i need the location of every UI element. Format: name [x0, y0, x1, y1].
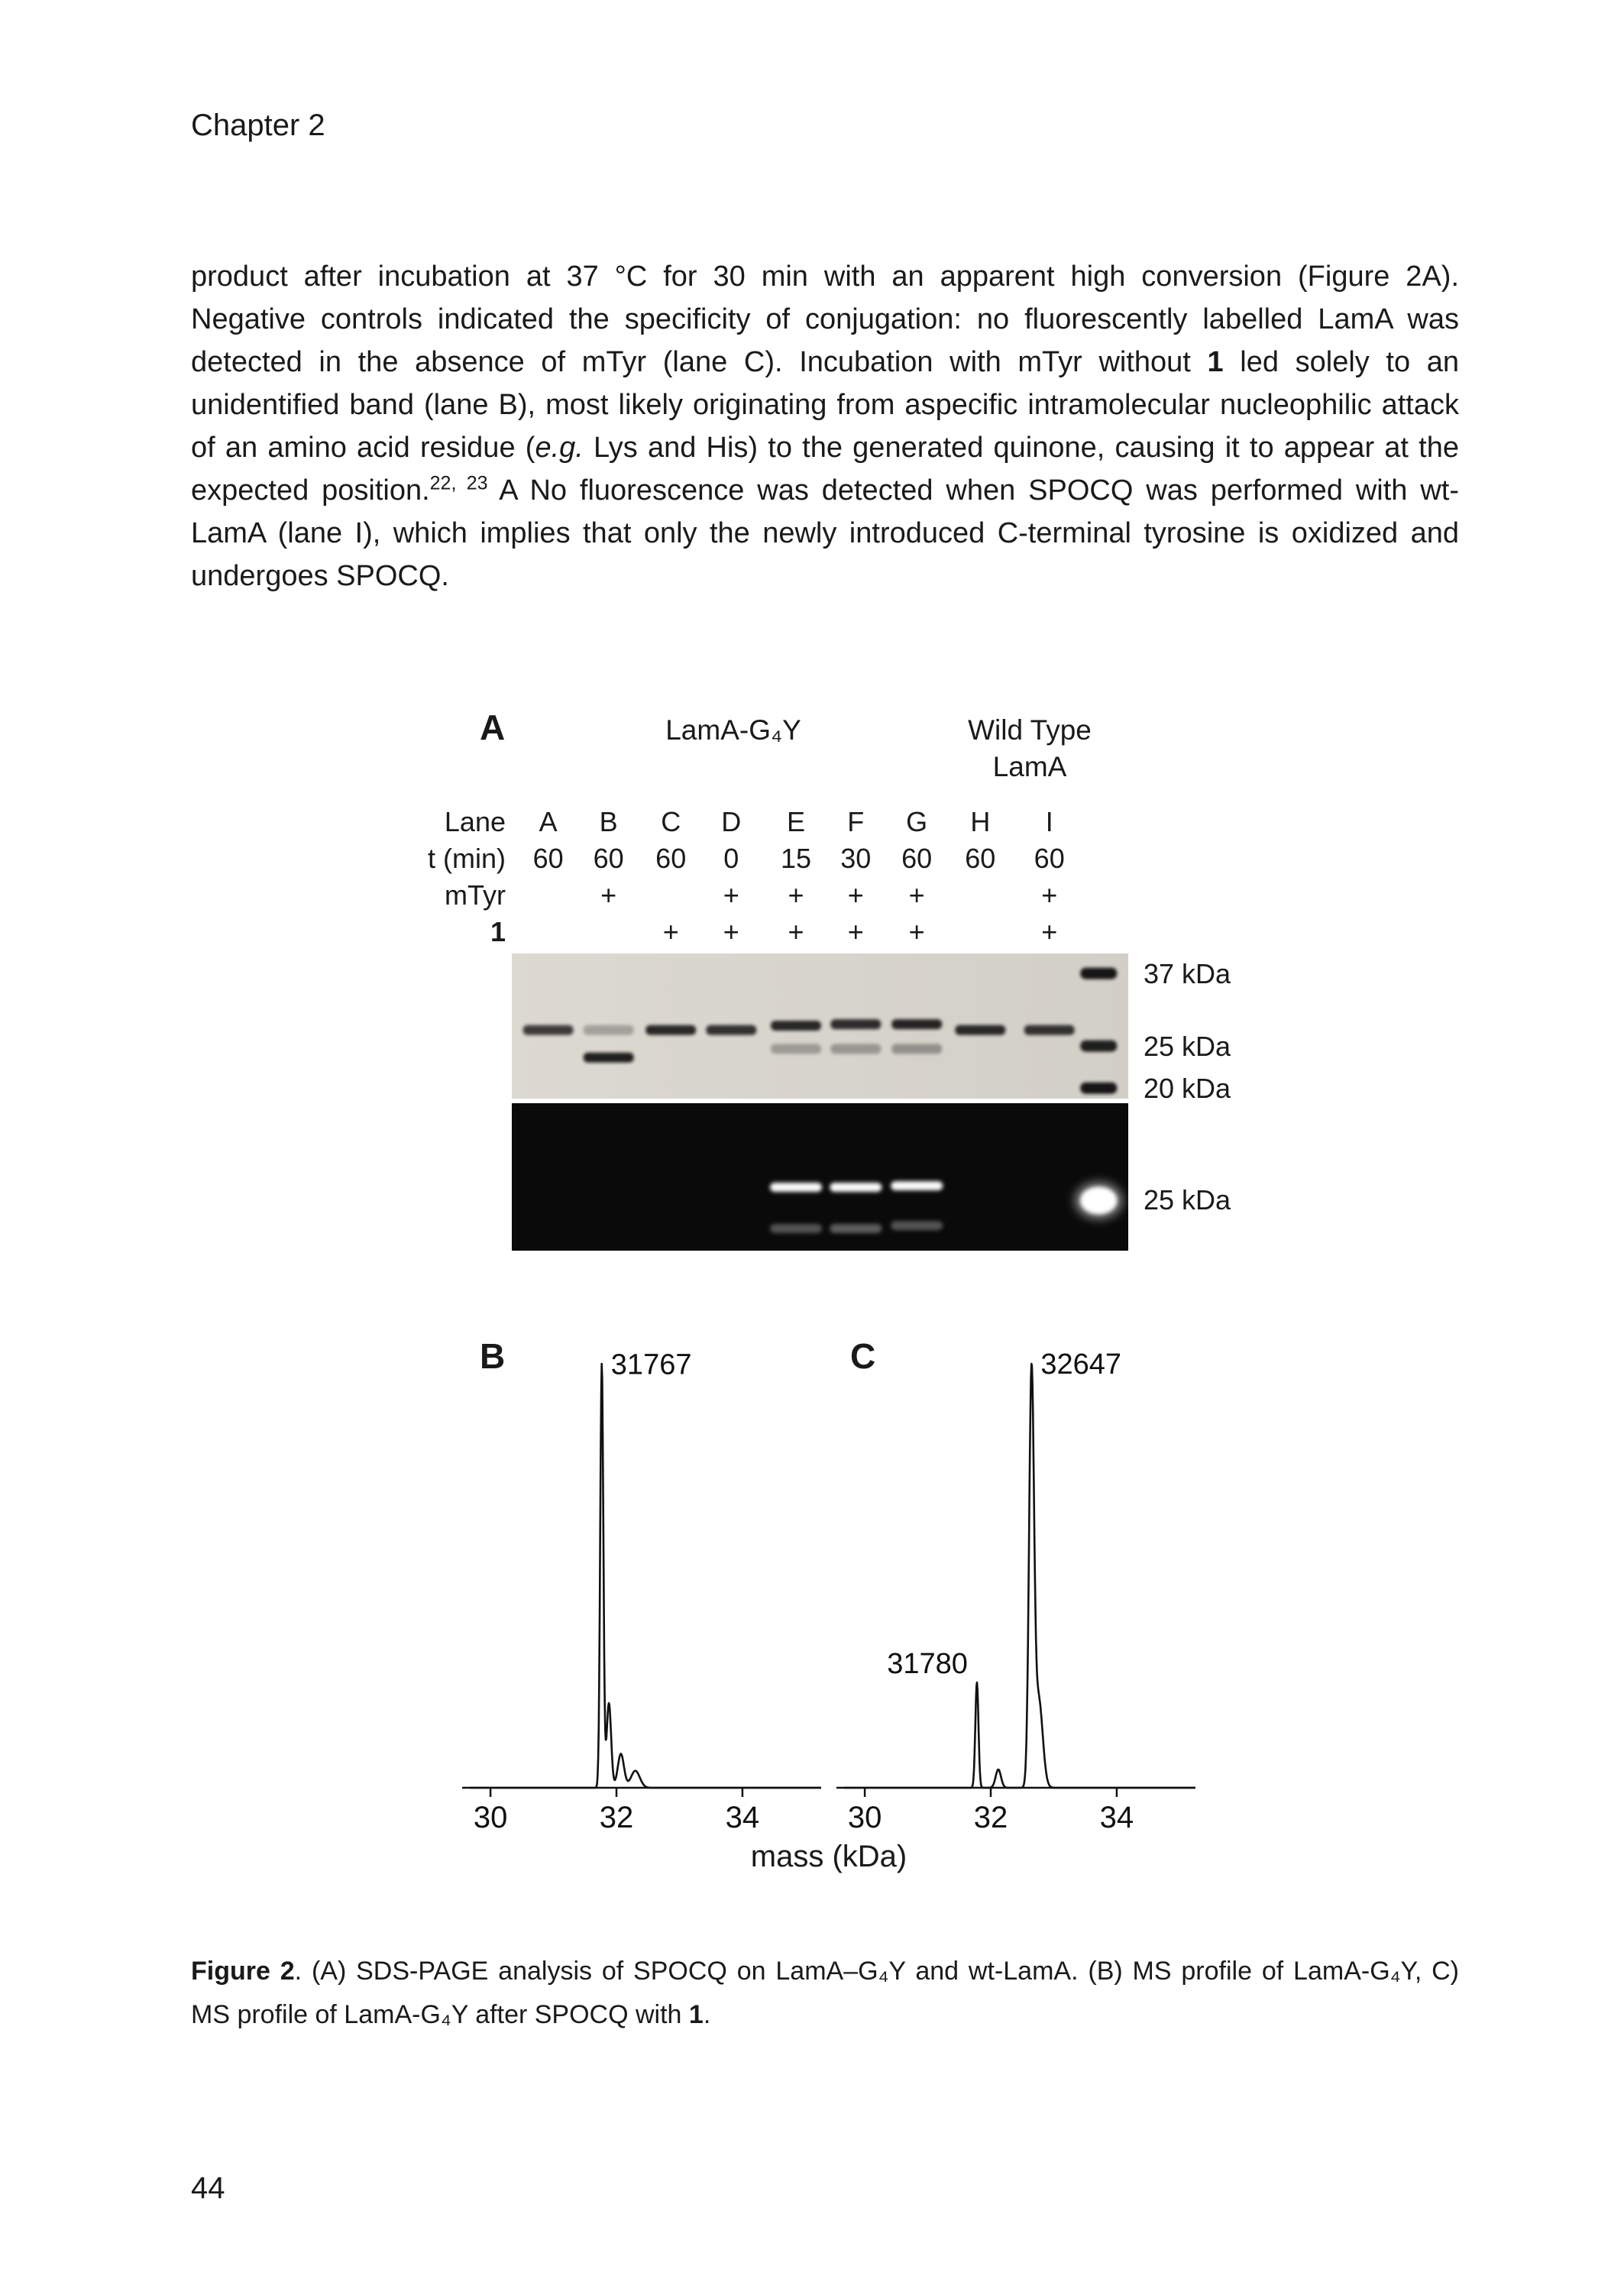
lane-cell: H	[970, 806, 991, 837]
text-segment: led solely to an unidentified band (lane B), most likely originating from aspecific intramolecular nucleophilic attack of an amino acid residue (	[191, 346, 1459, 464]
x-tick-label: 34	[1099, 1801, 1134, 1834]
gel-band	[955, 1025, 1005, 1035]
lane-cell: F	[847, 806, 865, 837]
lane-cell: E	[787, 806, 806, 837]
panel-a-label: A	[480, 707, 506, 747]
gel-band	[1024, 1025, 1075, 1035]
marker-label: 25 kDa	[1144, 1184, 1231, 1216]
marker-band	[1080, 968, 1117, 979]
body-paragraph	[191, 255, 1459, 597]
panel-b-label: B	[480, 1336, 506, 1376]
lane-cell: +	[723, 916, 739, 947]
gel-band	[830, 1044, 881, 1054]
mass-axis-label: mass (kDa)	[750, 1840, 907, 1873]
marker-blob	[1080, 1186, 1117, 1214]
chapter-header: Chapter 2	[191, 108, 325, 142]
lane-cell: +	[723, 879, 739, 911]
lane-cell: +	[1041, 879, 1058, 911]
figure-caption	[191, 1950, 1459, 2037]
text-segment: 1	[1207, 346, 1224, 378]
gel-group-header-wildtype	[946, 712, 1114, 785]
lane-cell: +	[847, 916, 864, 947]
lane-cell: 60	[532, 843, 564, 874]
marker-label: 20 kDa	[1144, 1073, 1231, 1104]
fluorescent-band	[770, 1183, 822, 1192]
gel-band	[645, 1025, 696, 1035]
gel-band	[891, 1044, 942, 1054]
text-segment: Figure 2	[191, 1957, 295, 1986]
text-segment: .	[703, 2000, 711, 2029]
lane-cell: +	[662, 916, 679, 947]
lane-cell: C	[661, 806, 681, 837]
text-segment: e.g.	[535, 432, 584, 464]
lane-cell: 0	[723, 843, 739, 874]
lane-cell: +	[788, 916, 804, 947]
lane-cell: 60	[901, 843, 933, 874]
spectrum-line	[462, 1364, 821, 1788]
lane-cell: I	[1045, 806, 1053, 837]
x-tick-label: 30	[473, 1801, 508, 1834]
lane-table-row-header: Lane	[444, 806, 506, 837]
gel-band	[771, 1044, 821, 1054]
gel-band	[830, 1019, 881, 1029]
gel-coomassie	[512, 953, 1128, 1099]
text-segment: 22, 23	[429, 472, 488, 494]
lane-cell: +	[908, 916, 925, 947]
lane-cell: 15	[780, 843, 812, 874]
lane-cell: +	[908, 879, 925, 911]
lane-table-row-header: t (min)	[428, 843, 506, 874]
text-segment: . (A) SDS-PAGE analysis of SPOCQ on LamA–G₄Y and wt-LamA. (B) MS profile of LamA-G₄Y, C) MS profile of LamA-G₄Y after SPOCQ with	[191, 1957, 1459, 2029]
gel-band	[584, 1053, 634, 1063]
lane-cell: D	[721, 806, 742, 837]
x-tick-label: 32	[599, 1801, 634, 1834]
marker-label: 37 kDa	[1144, 958, 1231, 989]
lane-cell: +	[847, 879, 864, 911]
peak-label: 31780	[887, 1647, 968, 1680]
marker-band	[1080, 1083, 1117, 1094]
fluorescent-band	[830, 1183, 882, 1192]
lane-cell: 60	[965, 843, 996, 874]
fluorescent-band	[891, 1181, 943, 1190]
lane-table-row-header: mTyr	[445, 879, 506, 911]
marker-label: 25 kDa	[1144, 1031, 1231, 1062]
marker-band	[1080, 1041, 1117, 1052]
gel-group-header-lama-g4y: LamA-G₄Y	[665, 714, 801, 746]
lane-cell: 60	[655, 843, 687, 874]
fluorescent-band	[770, 1224, 822, 1233]
page-number: 44	[191, 2171, 225, 2205]
text-segment: 1	[688, 2000, 704, 2029]
peak-label: 31767	[610, 1348, 692, 1381]
text-segment: product after incubation at 37 °C for 30 min with an apparent high conversion (Figure 2A). Negative controls indicated the specificity of conjugation: no fluorescently labelled LamA was detected in the absence of mTyr (lane C). Incubation with mTyr without	[191, 261, 1459, 378]
gel-band	[771, 1021, 821, 1031]
lane-table-row-header: 1	[490, 916, 506, 947]
gel-band	[706, 1025, 756, 1035]
lane-cell: 60	[1034, 843, 1065, 874]
ms-chart-b	[462, 1329, 821, 1837]
lane-cell: +	[600, 879, 617, 911]
lane-cell: 30	[840, 843, 872, 874]
panel-c-label: C	[850, 1336, 876, 1376]
lane-cell: A	[539, 806, 558, 837]
fluorescent-band	[891, 1221, 943, 1230]
gel-group-header-wildtype-line2: LamA	[992, 751, 1067, 782]
fluorescent-band	[830, 1224, 882, 1233]
x-tick-label: 32	[973, 1801, 1008, 1834]
spectrum-line	[836, 1364, 1195, 1788]
gel-band	[584, 1025, 634, 1035]
lane-cell: +	[788, 879, 804, 911]
x-tick-label: 30	[847, 1801, 882, 1834]
peak-label: 32647	[1040, 1348, 1122, 1381]
gel-band	[891, 1019, 942, 1029]
lane-cell: +	[1041, 916, 1058, 947]
x-tick-label: 34	[725, 1801, 760, 1834]
gel-fluorescence	[512, 1103, 1128, 1251]
gel-band	[523, 1025, 574, 1035]
lane-cell: B	[599, 806, 618, 837]
lane-cell: 60	[593, 843, 624, 874]
text-segment: Lys and His) to the generated quinone, causing it to appear at the expected position.	[191, 432, 1460, 507]
ms-chart-c	[836, 1329, 1195, 1837]
text-segment: A No fluorescence was detected when SPOCQ was performed with wt-LamA (lane I), which implies that only the newly introduced C-terminal tyrosine is oxidized and undergoes SPOCQ.	[191, 474, 1459, 592]
gel-group-header-wildtype-line1: Wild Type	[968, 714, 1092, 746]
lane-cell: G	[906, 806, 928, 837]
